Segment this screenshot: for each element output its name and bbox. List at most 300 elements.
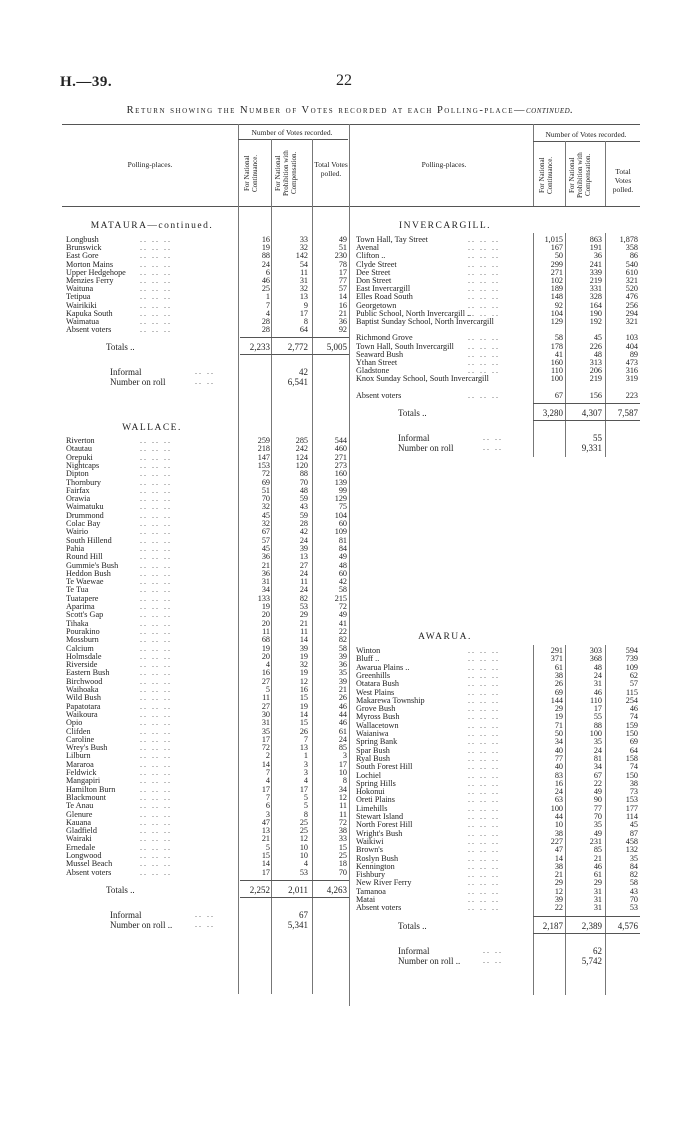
votes-continuance: 27 (261, 701, 270, 711)
votes-total: 3 (342, 751, 347, 761)
votes-continuance: 100 (550, 803, 563, 813)
totals-label: Totals .. (106, 342, 135, 353)
left-col-divider-1 (271, 139, 272, 206)
polling-place-name: Waimatua (66, 317, 99, 326)
polling-place-name: Awarua Plains .. (356, 662, 410, 672)
votes-continuance: 41 (554, 349, 563, 359)
polling-place-name: South Hillend (66, 535, 112, 545)
leader-dots: .. .. .. (140, 284, 172, 294)
votes-prohibition: 24 (299, 585, 308, 595)
votes-continuance: 110 (551, 366, 563, 376)
leader-dots: .. .. .. (140, 593, 172, 603)
votes-continuance: 44 (554, 812, 563, 821)
votes-prohibition: 9 (303, 300, 308, 310)
totals-label: Totals .. (106, 884, 135, 895)
votes-total: 73 (629, 787, 638, 797)
left-votes-recorded-header: Number of Votes recorded. (251, 128, 333, 137)
votes-total: 58 (338, 585, 347, 595)
votes-total: 53 (629, 903, 638, 913)
votes-total: 46 (338, 718, 347, 728)
votes-prohibition: 31 (593, 679, 602, 689)
votes-prohibition: 14 (299, 635, 308, 645)
leader-dots: .. .. .. (468, 853, 500, 863)
votes-prohibition: 24 (593, 745, 602, 755)
votes-total: 74 (629, 762, 638, 772)
votes-continuance: 371 (550, 654, 563, 664)
polling-place-name: Spar Bush (356, 745, 390, 755)
leader-dots: .. .. .. (468, 276, 500, 285)
polling-place-name: Limehills (356, 803, 388, 813)
leader-dots: .. .. .. (468, 812, 500, 821)
section-heading-invercargill: INVERCARGILL. (398, 221, 492, 231)
votes-prohibition: 328 (589, 292, 602, 302)
polling-place-name: Riverton (66, 436, 95, 445)
right-polling-places-header: Polling-places. (421, 160, 467, 169)
leader-dots: .. .. .. (140, 626, 172, 636)
votes-continuance: 40 (554, 762, 563, 772)
polling-place-name: Waikiwi (356, 836, 384, 846)
polling-place-name: Wild Bush (66, 693, 101, 703)
leader-dots: .. .. .. (140, 485, 172, 495)
votes-continuance: 67 (261, 527, 270, 537)
leader-dots: .. .. .. (468, 762, 500, 772)
leader-dots: .. .. .. (140, 502, 172, 512)
votes-prohibition: 17 (299, 308, 308, 318)
votes-continuance: 160 (550, 358, 563, 367)
votes-prohibition: 59 (299, 494, 308, 504)
votes-total: 610 (625, 267, 638, 277)
votes-total: 99 (338, 485, 347, 495)
leader-dots: .. .. .. (140, 668, 172, 678)
votes-total: 61 (338, 726, 347, 736)
leader-dots: .. .. .. (140, 535, 172, 545)
votes-prohibition: 19 (299, 701, 308, 711)
votes-total: 45 (629, 820, 638, 830)
leader-dots: .. .. (483, 433, 503, 442)
votes-prohibition: 88 (593, 720, 602, 730)
votes-continuance: 24 (261, 259, 270, 269)
leader-dots: .. .. .. (140, 292, 172, 302)
votes-total: 12 (338, 792, 347, 802)
header-top-rule (62, 124, 640, 125)
votes-total: 114 (626, 812, 638, 821)
polling-place-name: Absent voters (356, 903, 402, 913)
polling-place-name: Tetipua (66, 292, 91, 302)
leader-dots: .. .. .. (468, 235, 500, 244)
votes-prohibition: 14 (299, 709, 308, 719)
polling-place-name: Colac Bay (66, 519, 101, 528)
votes-prohibition: 49 (593, 787, 602, 797)
polling-place-name: Heddon Bush (66, 568, 111, 578)
votes-prohibition: 24 (299, 535, 308, 545)
votes-continuance: 31 (261, 718, 270, 728)
votes-prohibition: 82 (299, 593, 308, 603)
leader-dots: .. .. .. (140, 243, 172, 253)
leader-dots: .. .. .. (468, 358, 500, 367)
votes-continuance: 32 (261, 519, 270, 528)
roll-label: Number on roll .. (110, 919, 173, 930)
leader-dots: .. .. .. (140, 776, 172, 786)
polling-place-name: Makarewa Township (356, 695, 425, 705)
votes-total: 70 (629, 895, 638, 904)
votes-prohibition: 110 (590, 695, 602, 705)
votes-total: 60 (338, 568, 347, 578)
votes-continuance: 16 (261, 235, 270, 244)
section-heading-mataura: MATAURA—continued. (90, 221, 214, 231)
votes-total: 316 (625, 366, 638, 376)
polling-place-name: Absent voters (66, 325, 112, 335)
polling-place-name: Lilburn (66, 751, 91, 761)
votes-prohibition: 21 (299, 618, 308, 628)
polling-place-name: Brunswick (66, 243, 102, 253)
votes-prohibition: 88 (299, 469, 308, 479)
votes-continuance: 4 (265, 776, 270, 786)
votes-prohibition: 5 (303, 801, 308, 811)
leader-dots: .. .. .. (140, 817, 172, 827)
votes-total: 26 (338, 693, 347, 703)
votes-continuance: 4 (265, 660, 270, 670)
totals-label: Totals .. (398, 408, 427, 418)
leader-dots: .. .. .. (140, 651, 172, 661)
polling-place-name: Nightcaps (66, 460, 100, 470)
informal-votes: 42 (299, 367, 308, 378)
votes-continuance: 12 (554, 886, 563, 896)
votes-continuance: 153 (257, 460, 270, 470)
polling-place-name: Wairaki (66, 834, 92, 844)
polling-place-name: Dipton (66, 469, 89, 479)
leader-dots: .. .. .. (140, 577, 172, 587)
left-body-rule-a (238, 206, 239, 994)
polling-place-name: Round Hill (66, 552, 103, 562)
leader-dots: .. .. .. (468, 366, 500, 376)
leader-dots: .. .. .. (140, 308, 172, 318)
votes-continuance: 32 (261, 502, 270, 512)
votes-total: 70 (338, 867, 347, 877)
votes-continuance: 259 (257, 436, 270, 445)
votes-total: 89 (629, 349, 638, 359)
votes-prohibition: 285 (295, 436, 308, 445)
polling-place-name: Stewart Island (356, 812, 404, 821)
leader-dots: .. .. .. (140, 635, 172, 645)
left-body-rule-c (312, 206, 313, 994)
polling-place-name: Hamilton Burn (66, 784, 116, 794)
votes-continuance: 16 (554, 778, 563, 788)
roll-label: Number on roll .. (398, 955, 461, 966)
leader-dots: .. .. .. (468, 795, 500, 805)
votes-total: 57 (629, 679, 638, 689)
votes-continuance: 72 (261, 743, 270, 753)
votes-continuance: 61 (554, 662, 563, 672)
leader-dots: .. .. .. (468, 895, 500, 904)
votes-continuance: 5 (265, 842, 270, 852)
votes-continuance: 28 (261, 325, 270, 335)
leader-dots: .. .. .. (140, 552, 172, 562)
votes-total: 21 (338, 685, 347, 694)
votes-prohibition: 124 (295, 452, 308, 462)
votes-prohibition: 17 (593, 704, 602, 714)
votes-continuance: 34 (554, 737, 563, 747)
votes-total: 14 (338, 292, 347, 302)
polling-place-name: Orepuki (66, 452, 93, 462)
leader-dots: .. .. .. (140, 510, 172, 520)
votes-total: 58 (629, 878, 638, 888)
votes-prohibition: 70 (593, 812, 602, 821)
votes-prohibition: 43 (299, 502, 308, 512)
votes-continuance: 67 (554, 390, 563, 400)
votes-prohibition: 8 (303, 809, 308, 819)
polling-place-name: Pourakino (66, 626, 100, 636)
polling-place-name: Glenure (66, 809, 93, 819)
votes-continuance: 83 (554, 770, 563, 780)
votes-continuance: 3 (265, 809, 270, 819)
votes-prohibition: 49 (593, 828, 602, 838)
votes-prohibition: 231 (589, 836, 602, 846)
leader-dots: .. .. .. (140, 734, 172, 744)
votes-continuance: 104 (550, 308, 563, 318)
votes-total: 153 (625, 795, 638, 805)
votes-prohibition: 242 (295, 444, 308, 454)
votes-total: 58 (338, 643, 347, 653)
votes-total: 36 (338, 317, 347, 326)
votes-continuance: 14 (261, 859, 270, 869)
votes-total: 35 (338, 668, 347, 678)
leader-dots: .. .. .. (140, 643, 172, 653)
polling-place-name: New River Ferry (356, 878, 412, 888)
leader-dots: .. .. .. (468, 679, 500, 689)
leader-dots: .. .. .. (468, 349, 500, 359)
votes-prohibition: 24 (299, 568, 308, 578)
leader-dots: .. .. .. (140, 300, 172, 310)
votes-total: 177 (625, 803, 638, 813)
polling-place-name: Knox Sunday School, South Invercargill (356, 374, 489, 384)
leader-dots: .. .. .. (468, 654, 500, 664)
votes-continuance: 102 (550, 276, 563, 285)
leader-dots: .. .. .. (468, 737, 500, 747)
informal-votes: 55 (593, 433, 602, 443)
votes-total: 38 (338, 826, 347, 836)
polling-place-name: Brown's (356, 845, 383, 855)
votes-total: 72 (338, 602, 347, 611)
votes-continuance: 51 (261, 485, 270, 495)
leader-dots: .. .. .. (468, 870, 500, 880)
right-col3-header: Total Votes polled. (612, 167, 634, 194)
polling-place-name: Otatara Bush (356, 679, 399, 689)
votes-total: 35 (629, 853, 638, 863)
votes-continuance: 299 (550, 259, 563, 269)
votes-continuance: 69 (261, 477, 270, 487)
votes-total: 82 (629, 870, 638, 880)
polling-place-name: Te Anau (66, 801, 94, 811)
right-col2-header: For National Prohibition with Compensation. (568, 152, 592, 198)
polling-place-name: Kennington (356, 861, 395, 871)
totals-bottom-rule (533, 933, 640, 934)
leader-dots: .. .. .. (468, 886, 500, 896)
votes-total: 82 (338, 635, 347, 645)
polling-place-name: Dee Street (356, 267, 391, 277)
votes-prohibition: 46 (593, 861, 602, 871)
votes-total: 21 (338, 308, 347, 318)
informal-label: Informal (398, 945, 430, 956)
leader-dots: .. .. .. (140, 494, 172, 504)
votes-continuance: 133 (257, 593, 270, 603)
informal-votes: 62 (593, 945, 602, 956)
leader-dots: .. .. .. (140, 676, 172, 686)
votes-total: 34 (338, 784, 347, 794)
votes-continuance: 40 (554, 745, 563, 755)
leader-dots: .. .. .. (468, 292, 500, 302)
votes-total: 8 (342, 776, 347, 786)
votes-continuance: 22 (554, 903, 563, 913)
votes-continuance: 10 (554, 820, 563, 830)
polling-place-name: Kapuka South (66, 308, 113, 318)
votes-prohibition: 35 (593, 820, 602, 830)
polling-place-name: Town Hall, South Invercargill (356, 341, 454, 351)
polling-place-name: East Gore (66, 251, 99, 261)
polling-place-name: East Invercargill (356, 284, 411, 294)
leader-dots: .. .. .. (468, 712, 500, 722)
right-votes-recorded-header: Number of Votes recorded. (545, 130, 627, 139)
votes-prohibition: 8 (303, 317, 308, 326)
polling-place-name: Waianiwa (356, 729, 389, 738)
votes-prohibition: 368 (589, 654, 602, 664)
votes-total: 74 (629, 712, 638, 722)
votes-continuance: 58 (554, 333, 563, 343)
leader-dots: .. .. .. (140, 235, 172, 244)
informal-votes: 67 (299, 909, 308, 920)
votes-continuance: 57 (261, 535, 270, 545)
votes-total: 48 (338, 560, 347, 570)
votes-prohibition: 192 (589, 317, 602, 326)
votes-continuance: 5 (265, 685, 270, 694)
votes-prohibition: 21 (593, 853, 602, 863)
votes-total: 129 (334, 494, 347, 504)
votes-prohibition: 19 (299, 651, 308, 661)
leader-dots: .. .. .. (140, 543, 172, 553)
totals-bottom-rule (240, 354, 349, 355)
votes-total: 77 (338, 276, 347, 285)
votes-continuance: 19 (261, 643, 270, 653)
leader-dots: .. .. .. (468, 308, 500, 318)
polling-place-name: Richmond Grove (356, 333, 413, 343)
votes-continuance: 77 (554, 753, 563, 763)
votes-prohibition: 15 (299, 718, 308, 728)
roll-label: Number on roll (398, 443, 454, 453)
votes-prohibition: 303 (589, 646, 602, 655)
votes-total: 104 (334, 510, 347, 520)
leader-dots: .. .. .. (468, 861, 500, 871)
document-code: H.—39. (60, 74, 113, 90)
polling-place-name: Waituna (66, 284, 94, 294)
votes-continuance: 2 (265, 751, 270, 761)
leader-dots: .. .. .. (468, 729, 500, 738)
votes-continuance: 144 (550, 695, 563, 705)
section-heading-wallace: WALLACE. (122, 423, 182, 433)
votes-total: 57 (338, 284, 347, 294)
polling-place-name: Fairfax (66, 485, 90, 495)
page-title (0, 105, 700, 116)
polling-place-name: Pahia (66, 543, 85, 553)
leader-dots: .. .. .. (140, 859, 172, 869)
votes-continuance: 36 (261, 568, 270, 578)
votes-total: 256 (625, 300, 638, 310)
leader-dots: .. .. .. (140, 585, 172, 595)
votes-prohibition: 142 (295, 251, 308, 261)
votes-prohibition: 5 (303, 792, 308, 802)
votes-total: 49 (338, 610, 347, 620)
leader-dots: .. .. .. (140, 768, 172, 777)
votes-prohibition: 48 (593, 349, 602, 359)
leader-dots: .. .. .. (468, 646, 500, 655)
polling-place-name: Aparima (66, 602, 95, 611)
votes-total: 404 (625, 341, 638, 351)
votes-continuance: 25 (261, 284, 270, 294)
total-continuance: 2,187 (542, 920, 563, 931)
title-main: Return showing the Number of Votes recorded at each Polling-place— (126, 105, 526, 116)
votes-prohibition: 339 (589, 267, 602, 277)
polling-place-name: Wrey's Bush (66, 743, 108, 753)
votes-continuance: 27 (261, 676, 270, 686)
leader-dots: .. .. .. (468, 662, 500, 672)
total-prohibition: 2,772 (287, 342, 308, 353)
votes-prohibition: 11 (300, 577, 308, 587)
votes-continuance: 1 (265, 292, 270, 302)
votes-prohibition: 55 (593, 712, 602, 722)
votes-continuance: 17 (261, 867, 270, 877)
votes-total: 458 (625, 836, 638, 846)
leader-dots: .. .. .. (468, 259, 500, 269)
votes-continuance: 147 (257, 452, 270, 462)
votes-prohibition: 3 (303, 759, 308, 769)
votes-prohibition: 28 (299, 519, 308, 528)
votes-continuance: 148 (550, 292, 563, 302)
leader-dots: .. .. .. (140, 851, 172, 860)
leader-dots: .. .. .. (140, 743, 172, 753)
polling-place-name: Bluff .. (356, 654, 380, 664)
leader-dots: .. .. .. (468, 341, 500, 351)
informal-label: Informal (398, 433, 430, 443)
polling-place-name: Thornbury (66, 477, 102, 487)
polling-place-name: Drummond (66, 510, 104, 520)
leader-dots: .. .. .. (468, 836, 500, 846)
leader-dots: .. .. .. (140, 759, 172, 769)
votes-total: 594 (625, 646, 638, 655)
right-col-divider-1 (565, 141, 566, 206)
total-continuance: 2,252 (249, 884, 270, 895)
votes-continuance: 92 (554, 300, 563, 310)
votes-total: 41 (338, 618, 347, 628)
votes-prohibition: 85 (593, 845, 602, 855)
votes-total: 358 (625, 243, 638, 253)
votes-prohibition: 13 (299, 292, 308, 302)
polling-place-name: Clifton .. (356, 251, 386, 261)
votes-continuance: 47 (554, 845, 563, 855)
votes-continuance: 31 (261, 577, 270, 587)
votes-continuance: 129 (550, 317, 563, 326)
polling-place-name: Absent voters (66, 867, 112, 877)
polling-place-name: Public School, North Invercargill .. (356, 308, 472, 318)
votes-total: 33 (338, 834, 347, 844)
votes-continuance: 100 (550, 374, 563, 384)
votes-prohibition: 39 (299, 543, 308, 553)
votes-prohibition: 16 (299, 685, 308, 694)
leader-dots: .. .. .. (468, 390, 500, 400)
leader-dots: .. .. .. (468, 333, 500, 343)
polling-place-name: Waihoaka (66, 685, 99, 694)
votes-total: 39 (338, 676, 347, 686)
votes-prohibition: 46 (593, 687, 602, 697)
votes-prohibition: 32 (299, 243, 308, 253)
votes-prohibition: 35 (593, 737, 602, 747)
